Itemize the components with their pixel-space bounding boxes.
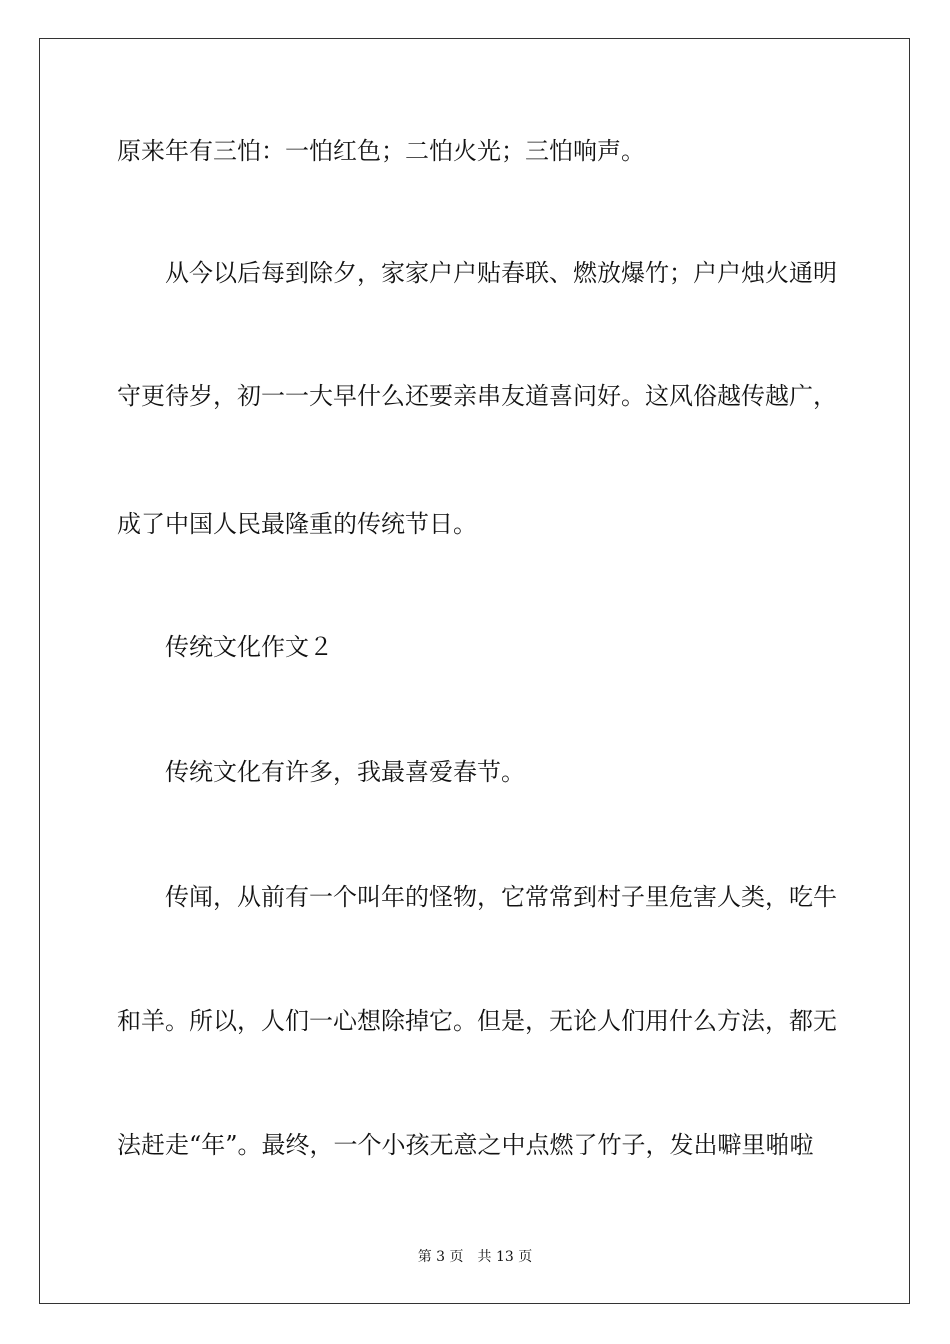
text-line-3: 守更待岁，初一一大早什么还要亲串友道喜问好。这风俗越传越广， xyxy=(117,382,837,410)
text-line-2: 从今以后每到除夕，家家户户贴春联、燃放爆竹；户户烛火通明 xyxy=(165,259,837,287)
text-line-7: 传闻，从前有一个叫年的怪物，它常常到村子里危害人类，吃牛 xyxy=(165,883,837,911)
text-line-1: 原来年有三怕：一怕红色；二怕火光；三怕响声。 xyxy=(117,137,645,165)
section-heading: 传统文化作文２ xyxy=(165,633,333,661)
text-line-8: 和羊。所以，人们一心想除掉它。但是，无论人们用什么方法，都无 xyxy=(117,1007,837,1035)
text-line-6: 传统文化有许多，我最喜爱春节。 xyxy=(165,758,525,786)
page-border xyxy=(39,38,910,1304)
text-line-4: 成了中国人民最隆重的传统节日。 xyxy=(117,510,477,538)
page-number-footer: 第 3 页 共 13 页 xyxy=(417,1249,533,1265)
text-line-9: 法赶走“年”。最终，一个小孩无意之中点燃了竹子，发出噼里啪啦 xyxy=(117,1131,814,1159)
